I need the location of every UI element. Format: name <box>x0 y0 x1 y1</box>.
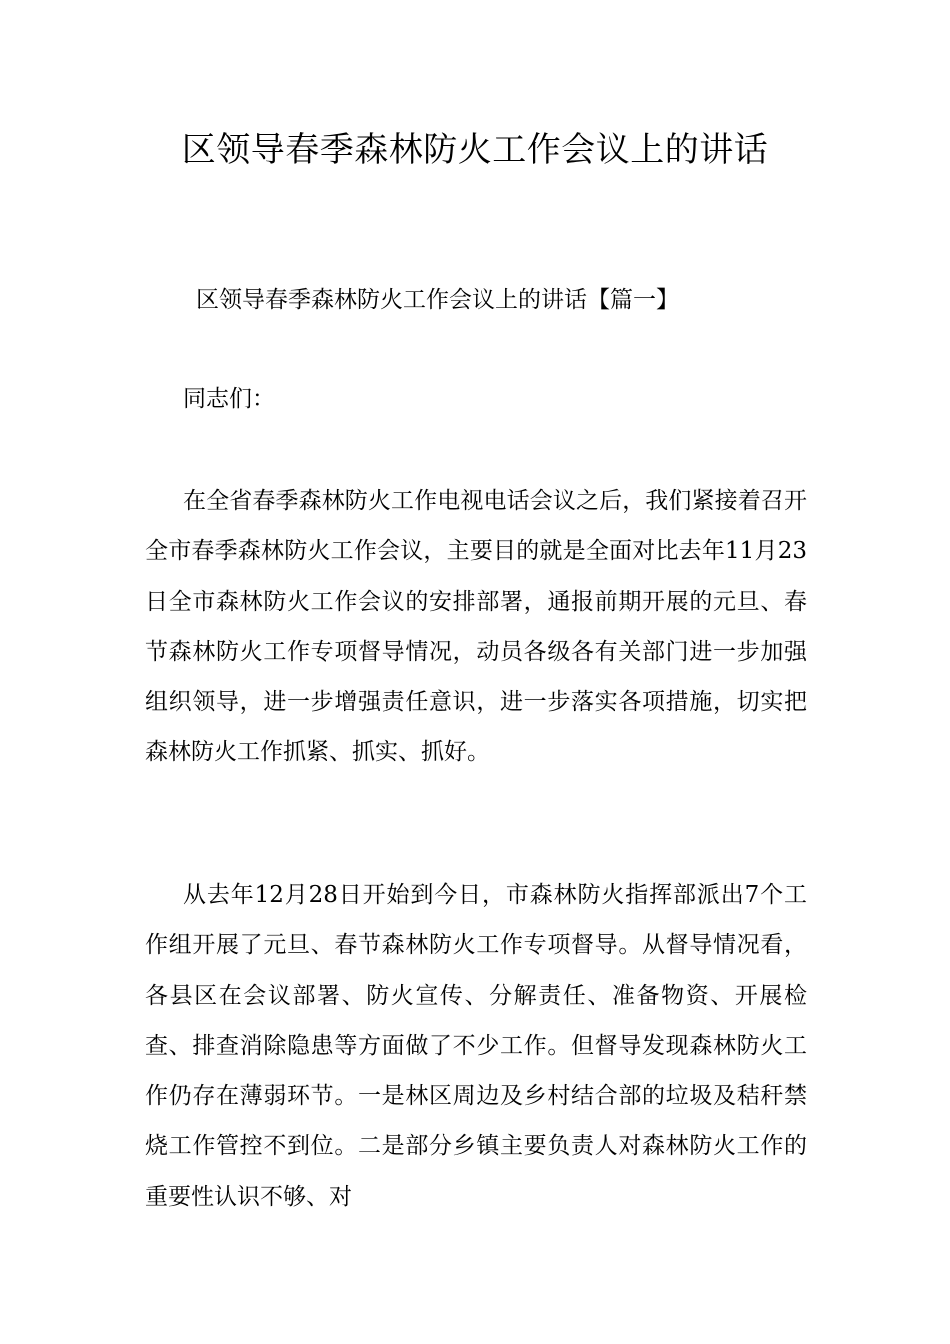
document-title: 区领导春季森林防火工作会议上的讲话 <box>181 130 769 170</box>
salutation: 同志们： <box>183 386 275 412</box>
body-paragraph: 从去年12月28日开始到今日，市森林防火指挥部派出7个工作组开展了元旦、春节森林防火工作专项督导。从督导情况看，各县区在会议部署、防火宣传、分解责任、准备物资、开展检查、排查消除隐患等方面做了不少工作。但督导发现森林防火工作仍存在薄弱环节。一是林区周边及乡村结合部的垃圾及秸秆禁烧工作管控不到位。二是部分乡镇主要负责人对森林防火工作的重要性认识不够、对 <box>145 882 807 1210</box>
section-heading: 区领导春季森林防火工作会议上的讲话【篇一】 <box>196 287 679 313</box>
body-paragraph: 在全省春季森林防火工作电视电话会议之后，我们紧接着召开全市春季森林防火工作会议，主要目的就是全面对比去年11月23日全市森林防火工作会议的安排部署，通报前期开展的元旦、春节森林防火工作专项督导情况，动员各级各有关部门进一步加强组织领导，进一步增强责任意识，进一步落实各项措施，切实把森林防火工作抓紧、抓实、抓好。 <box>145 488 807 766</box>
